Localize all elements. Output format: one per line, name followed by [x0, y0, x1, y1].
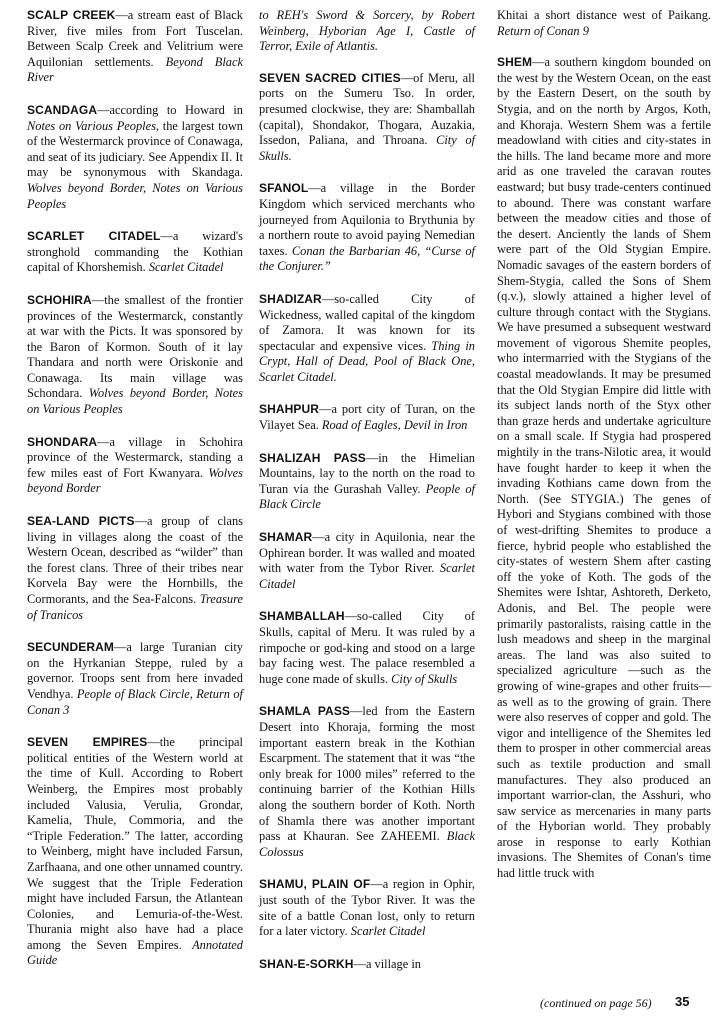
entry-source: Annotated Guide — [27, 937, 243, 968]
entry-headword: SEVEN EMPIRES — [27, 735, 148, 750]
entry-source: Wolves beyond Border, Notes on Various Peoples — [27, 386, 243, 417]
entry-body: —in the Himelian Mountains, lay to the north on the road to Turan via the Gurashah Valley. — [259, 450, 475, 496]
column-3 — [497, 8, 711, 899]
glossary-entry — [27, 514, 243, 623]
entry-headword: SHAMBALLAH — [259, 609, 345, 624]
entry-headword: SHAMAR — [259, 530, 313, 545]
entry-headword: SEA-LAND PICTS — [27, 514, 135, 529]
entry-headword: SECUNDERAM — [27, 640, 115, 655]
entry-body: —according to Howard in — [97, 102, 243, 117]
entry-body: —led from the Eastern Desert into Khoraja, forming the most important eastern break in the Kothian Escarpment. The statement that it was “the only break for 1000 miles” referred to the continuing barrier of the Kothian Hills along the southern border of Koth. North of Shamla there was another important pass at Khauran. See ZAHEEMI. — [259, 704, 475, 844]
glossary-entry — [259, 181, 475, 275]
entry-headword: SHONDARA — [27, 434, 98, 449]
entry-source: Notes on Various Peoples, — [27, 118, 160, 133]
entry-source: Return of Conan 9 — [497, 23, 589, 38]
glossary-entry — [259, 451, 475, 513]
entry-source: City of Skulls. — [259, 133, 475, 163]
entry-body: —a village in — [353, 956, 421, 971]
glossary-entry — [27, 435, 243, 497]
glossary-entry — [27, 8, 243, 86]
entry-body: —a large Turanian city on the Hyrkanian Steppe, ruled by a governor. Troops sent from here invaded Vendhya. — [27, 640, 243, 701]
entry-source: Scarlet Citadel — [350, 924, 426, 939]
entry-body: Khitai a short distance west of Paikang. — [497, 8, 711, 22]
entry-source: Scarlet Citadel — [148, 260, 224, 275]
entry-body: —a stream east of Black River, five miles from Fort Tuscelan. Between Scalp Creek and Velitrium were Aquilonian settlements. — [27, 8, 243, 69]
glossary-entry — [259, 530, 475, 592]
entry-source: Conan the Barbarian 46, “Curse of the Conjurer.” — [259, 243, 475, 274]
glossary-entry — [27, 229, 243, 276]
glossary-entry — [27, 103, 243, 212]
glossary-entry-continued — [497, 8, 711, 39]
glossary-entry — [27, 640, 243, 718]
entry-headword: SHAN-E-SORKH — [259, 956, 354, 971]
entry-source: Road of Eagles, Devil in Iron — [321, 418, 468, 433]
entry-headword: SHALIZAH PASS — [259, 450, 366, 465]
glossary-entry — [259, 957, 475, 973]
glossary-entry — [259, 704, 475, 860]
entry-body: —a village in Schohira province of the Westermarck, standing a few miles east of Fort Kwanyara. — [27, 434, 243, 480]
entry-body: —so-called City of Skulls, capital of Meru. It was ruled by a rimpoche or god-king and stood on a large bay facing west. The palace resembled a huge cone made of skulls. — [259, 609, 475, 686]
entry-headword: SEVEN SACRED CITIES — [259, 70, 401, 85]
entry-headword: SHEM — [497, 55, 533, 70]
entry-source: Black Colossus — [259, 829, 475, 859]
entry-source: Beyond Black River — [27, 54, 243, 85]
entry-headword: SFANOL — [259, 181, 309, 196]
entry-body: —the smallest of the frontier provinces of the Westermarck, constantly at war with the Picts. It was sponsored by the Baron of Kormon. South of it lay Thandara and north were Oriskonie and Conawaga. Its main village was Schondara. — [27, 292, 243, 401]
entry-body: —the principal political entities of the Western world at the time of Kull. According to Robert Weinberg, the Empires most probably included Valusia, Verulia, Grondar, Kamelia, Thule, Commoria, and the “Triple Federation.” The latter, according to Weinberg, might have included Farsun, Zarfhaana, and one other unnamed country. We suggest that the Triple Federation might have included Farsun, the Atlantean Colonies, and Lemuria-of-the-West. Thurania might also have had a place among the Seven Empires. — [27, 735, 243, 952]
entry-source: Wolves beyond Border — [27, 465, 243, 496]
glossary-entry — [259, 71, 475, 165]
entry-headword: SHAMLA PASS — [259, 704, 351, 719]
entry-headword: SCANDAGA — [27, 102, 98, 117]
continued-note: (continued on page 56) — [540, 996, 652, 1010]
glossary-entry — [259, 292, 475, 386]
entry-source: Scarlet Citadel — [259, 561, 475, 591]
glossary-entry — [259, 402, 475, 433]
entry-body: —a group of clans living in villages along the coast of the Western Ocean, described as “wilder” than the forest clans. Three of their tribes near Korvela Bay were the Hornbills, the Cormorants, and the Sea-Falcons. — [27, 514, 243, 606]
page-number: 35 — [675, 994, 690, 1009]
entry-source: People of Black Circle — [259, 481, 475, 512]
glossary-entry-continued — [259, 8, 475, 55]
entry-headword: SCHOHIRA — [27, 292, 92, 307]
entry-body: —of Meru, all ports on the Sumeru Tso. In order, presumed clockwise, they are: Shamballah (capital), Shondakor, Thogara, Auzakia, Issedon, Paliana, and Throana. — [259, 70, 476, 148]
entry-body: —so-called City of Wickedness, walled capital of the kingdom of Zamora. It was known for its spectacular and expensive vices. — [259, 291, 475, 353]
entry-body: —a port city of Turan, on the Vilayet Sea. — [259, 402, 475, 433]
entry-headword: SCARLET CITADEL — [27, 229, 161, 244]
glossary-entry — [27, 735, 243, 969]
entry-body: —a southern kingdom bounded on the west by the Western Ocean, on the east by the Eastern Desert, on the south by Stygia, and on the north by Argos, Koth, and Khoraja. Western Shem was a fertile meadowland with cities and city-states in the hills. The land became more and more arid as one traveled the caravan routes eastward; but busy trade-centers continued to abound. There was constant warfare between the meadow cities and those of the desert. Anciently the lands of Shem were part of the Old Stygian Empire. Nomadic savages of the eastern borders of Shem-Stygia, called the Sons of Shem (q.v.), slowly attained a higher level of culture through contact with the Stygians. We have presumed a subsequent westward movement of vigorous Shemite peoples, who intermarried with the Stygians of the coastal meadowlands. It may be presumed that the Old Stygian Empire did little with its subject lands north of the Styx other than graze herds and undertake agriculture on a small scale. If Stygia had prospered mightily in the trans-Nilotic area, it would have fought harder to keep it when the invading Kothians came down from the North. (See STYGIA.) The genes of Hybori and Stygians combined with those of west-drifting Shemites to produce a fierce, hybrid people who established the city-states of western Shem after casting off the yoke of Koth. The gods of the Shemites were Ishtar, Ashtoreth, Derketo, Adonis, and Bel. The people were primarily pastoralists, raising cattle in the lush meadows and sheep in the marginal areas. The land was also suited to specialized agriculture —such as the growing of wine-grapes and other fruits—as well as to the growing of grain. There were also reserves of copper and gold. The vigor and intelligence of the Shemites led them to prosper in other commercial areas such as textile production and small manufactures. They also produced an important warrior-clan, the Asshuri, who saw service as mercenaries in many parts of the Hyborian world. They probably arose in response to early Kothian invasions. The Shemites of Conan's time had little truck with — [497, 55, 711, 881]
entry-source: Wolves beyond Border, Notes on Various Peoples — [27, 180, 243, 211]
entry-body: —a city in Aquilonia, near the Ophirean border. It was walled and moated with water from the Tybor River. — [259, 530, 475, 576]
entry-body: —a region in Ophir, just south of the Tybor River. It was the site of a battle Conan lost, only to return for a later victory. — [259, 877, 476, 939]
entry-body: the largest town of the Westermarck province of Conawaga, and seat of its judiciary. See Appendix II. It may be synonymous with Skandaga. — [27, 118, 243, 180]
entry-source: Thing in Crypt, Hall of Dead, Pool of Black One, Scarlet Citadel. — [259, 338, 475, 384]
entry-body: —a wizard's stronghold commanding the Kothian capital of Khorshemish. — [27, 229, 243, 275]
glossary-entry — [497, 55, 711, 881]
entry-headword: SCALP CREEK — [27, 8, 116, 22]
entry-body: —a village in the Border Kingdom which serviced merchants who journeyed from Aquilonia to Brythunia by a northern route to avoid paying Nemedian taxes. — [259, 181, 475, 258]
glossary-entry — [259, 877, 475, 939]
entry-headword: SHAHPUR — [259, 402, 320, 417]
entry-source: People of Black Circle, Return of Conan 3 — [27, 686, 243, 717]
glossary-entry — [259, 609, 475, 687]
column-2 — [259, 8, 475, 989]
entry-headword: SHAMU, PLAIN OF — [259, 877, 371, 892]
entry-source: Treasure of Tranicos — [27, 592, 243, 622]
entry-source: to REH's Sword & Sorcery, by Robert Weinberg, Hyborian Age I, Castle of Terror, Exile of Atlantis. — [259, 8, 475, 54]
glossary-entry — [27, 293, 243, 418]
entry-source: City of Skulls — [391, 671, 458, 686]
column-1 — [27, 8, 243, 986]
entry-headword: SHADIZAR — [259, 291, 322, 306]
